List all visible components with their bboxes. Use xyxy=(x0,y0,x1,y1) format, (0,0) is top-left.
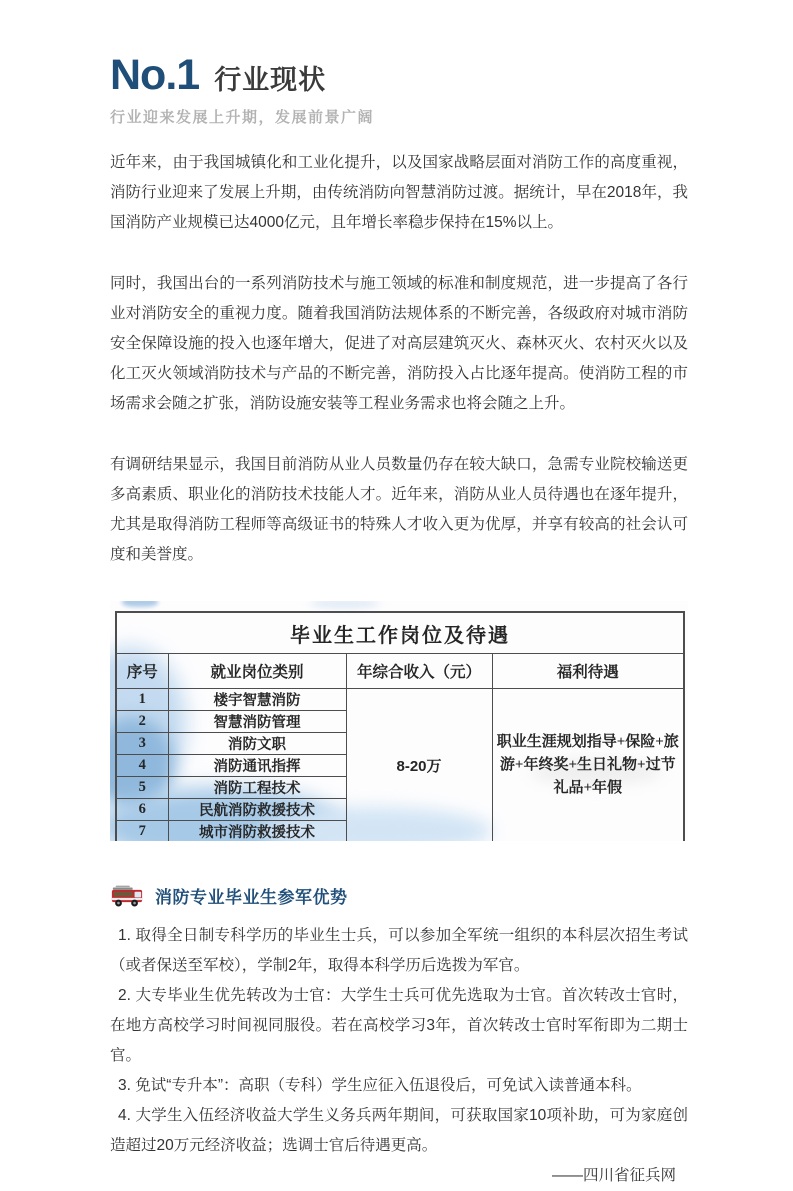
cell-job: 城市消防救援技术 xyxy=(168,821,346,842)
page-subtitle: 行业迎来发展上升期，发展前景广阔 xyxy=(110,109,375,126)
cell-benefits: 职业生涯规划指导+保险+旅游+年终奖+生日礼物+过节礼品+年假 xyxy=(492,689,684,842)
military-section-header xyxy=(110,883,688,908)
table-row xyxy=(116,689,684,711)
section-number: No.1 xyxy=(110,51,200,99)
page-content xyxy=(110,0,688,1191)
paragraph-2: 同时，我国出台的一系列消防技术与施工领域的标准和制度规范，进一步提高了各行业对消防安全的重视力度。随着我国消防法规体系的不断完善，各级政府对城市消防安全保障设施的投入也逐年增大，促进了对高层建筑灭火、森林灭火、农村灭火以及化工灭火领域消防技术与产品的不断完善，消防投入占比逐年提高。使消防工程的市场需求会随之扩张，消防设施安装等工程业务需求也将会随之上升。 xyxy=(110,275,688,412)
cell-job: 消防通讯指挥 xyxy=(168,755,346,777)
section-header xyxy=(110,51,688,99)
col-header-job: 就业岗位类别 xyxy=(168,654,346,689)
paragraph-1: 近年来，由于我国城镇化和工业化提升，以及国家战略层面对消防工作的高度重视，消防行业迎来了发展上升期，由传统消防向智慧消防过渡。据统计，早在2018年，我国消防产业规模已达4000亿元，且年增长率稳步保持在15%以上。 xyxy=(110,154,688,231)
list-item-4: 4. 大学生入伍经济收益大学生义务兵两年期间，可获取国家10项补助，可为家庭创造超过20万元经济收益；选调士官后待遇更高。 xyxy=(110,1107,688,1154)
cell-no: 2 xyxy=(116,711,168,733)
list-item-2: 2. 大专毕业生优先转改为士官：大学生士兵可优先选取为士官。首次转改士官时，在地方高校学习时间视同服役。若在高校学习3年，首次转改士官时军衔即为二期士官。 xyxy=(110,987,688,1064)
job-table xyxy=(115,611,685,841)
col-header-income: 年综合收入（元） xyxy=(346,654,492,689)
cell-job: 消防文职 xyxy=(168,733,346,755)
list-item-1: 1. 取得全日制专科学历的毕业生士兵，可以参加全军统一组织的本科层次招生考试（或者保送至军校），学制2年，取得本科学历后选拨为军官。 xyxy=(110,927,688,974)
job-table-figure xyxy=(110,601,688,841)
col-header-benefits: 福利待遇 xyxy=(492,654,684,689)
cell-job: 消防工程技术 xyxy=(168,777,346,799)
watercolor-blob xyxy=(310,601,380,608)
list-item-3: 3. 免试“专升本”：高职（专科）学生应征入伍退役后，可免试入读普通本科。 xyxy=(118,1077,642,1094)
col-header-no: 序号 xyxy=(116,654,168,689)
cell-no: 4 xyxy=(116,755,168,777)
cell-no: 3 xyxy=(116,733,168,755)
cell-job: 楼宇智慧消防 xyxy=(168,689,346,711)
cell-no: 1 xyxy=(116,689,168,711)
source-attribution: ——四川省征兵网 xyxy=(551,1167,676,1184)
military-section-title: 消防专业毕业生参军优势 xyxy=(155,888,348,907)
paragraph-3: 有调研结果显示，我国目前消防从业人员数量仍存在较大缺口，急需专业院校输送更多高素质、职业化的消防技术技能人才。近年来，消防从业人员待遇也在逐年提升，尤其是取得消防工程师等高级证书的特殊人才收入更为优厚，并享有较高的社会认可度和美誉度。 xyxy=(110,456,688,563)
cell-job: 智慧消防管理 xyxy=(168,711,346,733)
fire-truck-icon xyxy=(110,883,144,908)
page-title: 行业现状 xyxy=(214,65,327,95)
cell-no: 5 xyxy=(116,777,168,799)
cell-no: 6 xyxy=(116,799,168,821)
cell-job: 民航消防救援技术 xyxy=(168,799,346,821)
table-title: 毕业生工作岗位及待遇 xyxy=(116,612,684,654)
watercolor-blob xyxy=(122,601,158,607)
military-benefit-list xyxy=(110,921,688,1161)
cell-income: 8-20万 xyxy=(346,689,492,842)
cell-no: 7 xyxy=(116,821,168,842)
